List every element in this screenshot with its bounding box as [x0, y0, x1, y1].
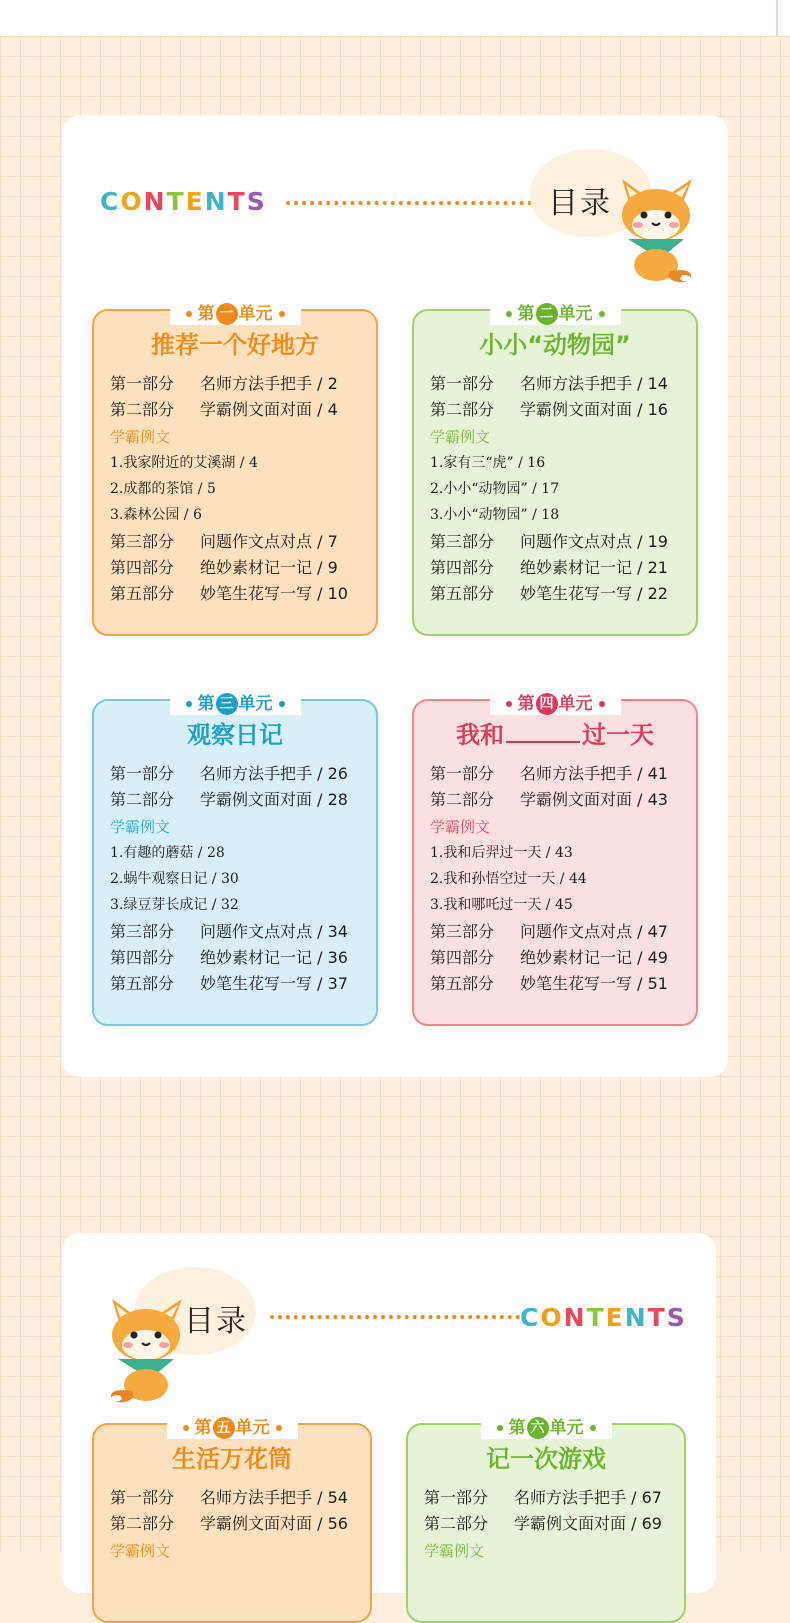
unit-tag [94, 1413, 370, 1439]
toc-example-item: 3.我和哪吒过一天 / 45 [430, 897, 573, 914]
tag-number: 四 [536, 693, 558, 715]
contents-letter: N [624, 1303, 648, 1332]
unit-title: 推荐一个好地方 [151, 331, 319, 359]
toc-example-item: 3.绿豆芽长成记 / 32 [110, 897, 239, 914]
top-strip-edge [776, 0, 778, 36]
tag-dot [599, 701, 605, 707]
toc-entry [430, 555, 686, 581]
toc-title-page: 名师方法手把手 / 14 [520, 374, 668, 393]
dotted-leader-2 [270, 1315, 520, 1319]
tag-dot [276, 1425, 282, 1431]
toc-example-item: 3.森林公园 / 6 [110, 507, 202, 524]
unit-tag-label [170, 689, 301, 715]
toc-title-page: 学霸例文面对面 / 56 [200, 1514, 348, 1534]
contents-letter: C [100, 187, 121, 216]
unit-title: 小小“动物园” [479, 331, 631, 359]
contents-heading-2 [520, 1303, 687, 1332]
toc-entry [424, 1511, 674, 1537]
contents-heading [100, 187, 267, 216]
toc-part: 第二部分 [110, 400, 175, 420]
title-blank [506, 725, 580, 743]
unit-card [412, 304, 698, 636]
contents-letter: O [540, 1303, 564, 1332]
unit-tag-label [167, 1413, 298, 1439]
unit-title: 观察日记 [187, 721, 283, 749]
tag-number: 三 [216, 693, 238, 715]
toc-part: 第四部分 [430, 558, 495, 578]
mulu-title-2: 目录 [184, 1304, 248, 1339]
toc-part: 第一部分 [110, 374, 175, 393]
toc-list [430, 371, 686, 608]
contents-letter: N [143, 187, 167, 216]
toc-part: 第三部分 [110, 531, 175, 551]
toc-part: 第二部分 [110, 1514, 175, 1534]
tag-suffix: 单元 [238, 694, 273, 714]
tag-number: 六 [527, 1417, 549, 1439]
toc-part: 第三部分 [430, 531, 495, 551]
toc-list [430, 761, 686, 998]
tag-dot [279, 701, 285, 707]
toc-title-page: 绝妙素材记一记 / 36 [200, 948, 348, 968]
toc-part: 第一部分 [110, 1488, 175, 1507]
toc-title-page: 学霸例文面对面 / 69 [514, 1514, 662, 1534]
tag-number: 二 [536, 303, 558, 325]
unit-tag [414, 689, 696, 715]
unit-card [412, 694, 698, 1026]
toc-entry [430, 397, 686, 423]
unit-card [406, 1418, 686, 1623]
contents-letter: C [520, 1303, 541, 1332]
toc-title-page: 名师方法手把手 / 41 [520, 764, 668, 783]
tag-suffix: 单元 [549, 1418, 584, 1438]
unit-card [92, 1418, 372, 1623]
toc-example-item: 2.小小“动物园” / 17 [430, 481, 560, 498]
unit-tag [414, 299, 696, 325]
toc-part: 第二部分 [110, 790, 175, 810]
contents-letter: N [204, 187, 228, 216]
toc-part: 第五部分 [110, 584, 175, 604]
toc-title-page: 名师方法手把手 / 2 [200, 374, 338, 393]
tag-prefix: 第 [517, 304, 535, 324]
unit-title-part: 我和 [456, 721, 504, 749]
toc-example-item: 1.家有三“虎” / 16 [430, 454, 546, 471]
toc-part: 第二部分 [424, 1514, 489, 1534]
toc-entry [110, 371, 366, 397]
tag-number: 一 [216, 303, 238, 325]
toc-title-page: 问题作文点对点 / 19 [520, 531, 668, 551]
tag-prefix: 第 [194, 1418, 212, 1438]
unit-tag-label [490, 689, 621, 715]
toc-part: 第四部分 [430, 948, 495, 968]
tag-prefix: 第 [197, 304, 215, 324]
toc-entry [430, 581, 686, 607]
toc-entry [430, 371, 686, 397]
toc-title-page: 学霸例文面对面 / 4 [200, 400, 338, 420]
contents-letter: T [586, 1303, 606, 1332]
toc-part: 第五部分 [110, 974, 175, 994]
toc-entry [110, 761, 366, 787]
unit-card [92, 304, 378, 636]
tag-dot [186, 701, 192, 707]
toc-part: 第五部分 [430, 974, 495, 994]
tag-dot [506, 701, 512, 707]
tag-suffix: 单元 [558, 304, 593, 324]
unit-title-part: 过一天 [582, 721, 654, 749]
toc-example-item: 2.我和孙悟空过一天 / 44 [430, 871, 587, 888]
toc-title-page: 妙笔生花写一写 / 51 [520, 974, 668, 994]
toc-entry [110, 555, 366, 581]
toc-entry [430, 945, 686, 971]
toc-title-page: 妙笔生花写一写 / 22 [520, 584, 668, 604]
toc-title-page: 学霸例文面对面 / 28 [200, 790, 348, 810]
toc-part: 第一部分 [430, 764, 495, 783]
toc-title-page: 问题作文点对点 / 7 [200, 531, 338, 551]
tag-suffix: 单元 [558, 694, 593, 714]
toc-category: 学霸例文 [110, 817, 171, 836]
toc-list [110, 761, 366, 998]
toc-example-item: 1.我和后羿过一天 / 43 [430, 844, 573, 861]
toc-entry [110, 787, 366, 813]
toc-category: 学霸例文 [430, 817, 491, 836]
toc-title-page: 绝妙素材记一记 / 21 [520, 558, 668, 578]
tag-dot [497, 1425, 503, 1431]
toc-category: 学霸例文 [110, 427, 171, 446]
toc-entry [110, 945, 366, 971]
unit-tag-label [481, 1413, 612, 1439]
toc-entry [110, 1511, 360, 1537]
tag-dot [279, 311, 285, 317]
unit-tag [408, 1413, 684, 1439]
toc-title-page: 名师方法手把手 / 67 [514, 1488, 662, 1507]
toc-example-item: 2.成都的茶馆 / 5 [110, 481, 216, 498]
toc-entry [430, 787, 686, 813]
tag-suffix: 单元 [235, 1418, 270, 1438]
unit-tag-label [490, 299, 621, 325]
tag-prefix: 第 [508, 1418, 526, 1438]
toc-entry [110, 581, 366, 607]
toc-entry [430, 919, 686, 945]
top-strip [0, 0, 790, 36]
toc-entry [110, 971, 366, 997]
tag-number: 五 [213, 1417, 235, 1439]
toc-title-page: 学霸例文面对面 / 43 [520, 790, 668, 810]
unit-tag [94, 299, 376, 325]
mulu-title: 目录 [548, 186, 612, 221]
contents-letter: E [605, 1303, 625, 1332]
contents-letter: T [227, 187, 247, 216]
toc-part: 第五部分 [430, 584, 495, 604]
tag-dot [599, 311, 605, 317]
unit-title: 生活万花筒 [172, 1445, 292, 1473]
toc-example-item: 1.有趣的蘑菇 / 28 [110, 844, 225, 861]
toc-entry [110, 1485, 360, 1511]
toc-part: 第一部分 [424, 1488, 489, 1507]
toc-part: 第四部分 [110, 948, 175, 968]
toc-entry [110, 529, 366, 555]
toc-part: 第四部分 [110, 558, 175, 578]
toc-part: 第一部分 [110, 764, 175, 783]
toc-title-page: 名师方法手把手 / 26 [200, 764, 348, 783]
toc-list [110, 371, 366, 608]
fox-mascot-icon [610, 175, 702, 285]
unit-title [414, 715, 696, 750]
tag-dot [183, 1425, 189, 1431]
toc-title-page: 妙笔生花写一写 / 37 [200, 974, 348, 994]
tag-dot [506, 311, 512, 317]
toc-part: 第一部分 [430, 374, 495, 393]
tag-suffix: 单元 [238, 304, 273, 324]
contents-letter: E [185, 187, 205, 216]
toc-entry [424, 1485, 674, 1511]
unit-tag-label [170, 299, 301, 325]
contents-letter: T [166, 187, 186, 216]
toc-entry [430, 761, 686, 787]
toc-title-page: 绝妙素材记一记 / 9 [200, 558, 338, 578]
toc-category: 学霸例文 [430, 427, 491, 446]
toc-entry [430, 971, 686, 997]
contents-letter: T [647, 1303, 667, 1332]
contents-letter: N [563, 1303, 587, 1332]
toc-category: 学霸例文 [424, 1541, 485, 1560]
tag-prefix: 第 [197, 694, 215, 714]
toc-title-page: 学霸例文面对面 / 16 [520, 400, 668, 420]
toc-example-item: 2.蜗牛观察日记 / 30 [110, 871, 239, 888]
toc-example-item: 1.我家附近的艾溪湖 / 4 [110, 454, 258, 471]
toc-example-item: 3.小小“动物园” / 18 [430, 507, 560, 524]
toc-title-page: 妙笔生花写一写 / 10 [200, 584, 348, 604]
toc-part: 第二部分 [430, 400, 495, 420]
contents-letter: S [246, 187, 267, 216]
toc-title-page: 问题作文点对点 / 47 [520, 921, 668, 941]
tag-dot [186, 311, 192, 317]
toc-entry [110, 397, 366, 423]
toc-title-page: 名师方法手把手 / 54 [200, 1488, 348, 1507]
dotted-leader [286, 201, 532, 205]
toc-list [110, 1485, 360, 1564]
tag-dot [590, 1425, 596, 1431]
contents-letter: O [120, 187, 144, 216]
toc-entry [430, 529, 686, 555]
tag-prefix: 第 [517, 694, 535, 714]
unit-card [92, 694, 378, 1026]
toc-list [424, 1485, 674, 1564]
toc-category: 学霸例文 [110, 1541, 171, 1560]
unit-tag [94, 689, 376, 715]
unit-title: 记一次游戏 [486, 1445, 606, 1473]
toc-part: 第三部分 [110, 921, 175, 941]
contents-letter: S [666, 1303, 687, 1332]
toc-title-page: 问题作文点对点 / 34 [200, 921, 348, 941]
toc-entry [110, 919, 366, 945]
toc-part: 第三部分 [430, 921, 495, 941]
fox-mascot-icon-2 [100, 1295, 192, 1405]
toc-part: 第二部分 [430, 790, 495, 810]
toc-title-page: 绝妙素材记一记 / 49 [520, 948, 668, 968]
